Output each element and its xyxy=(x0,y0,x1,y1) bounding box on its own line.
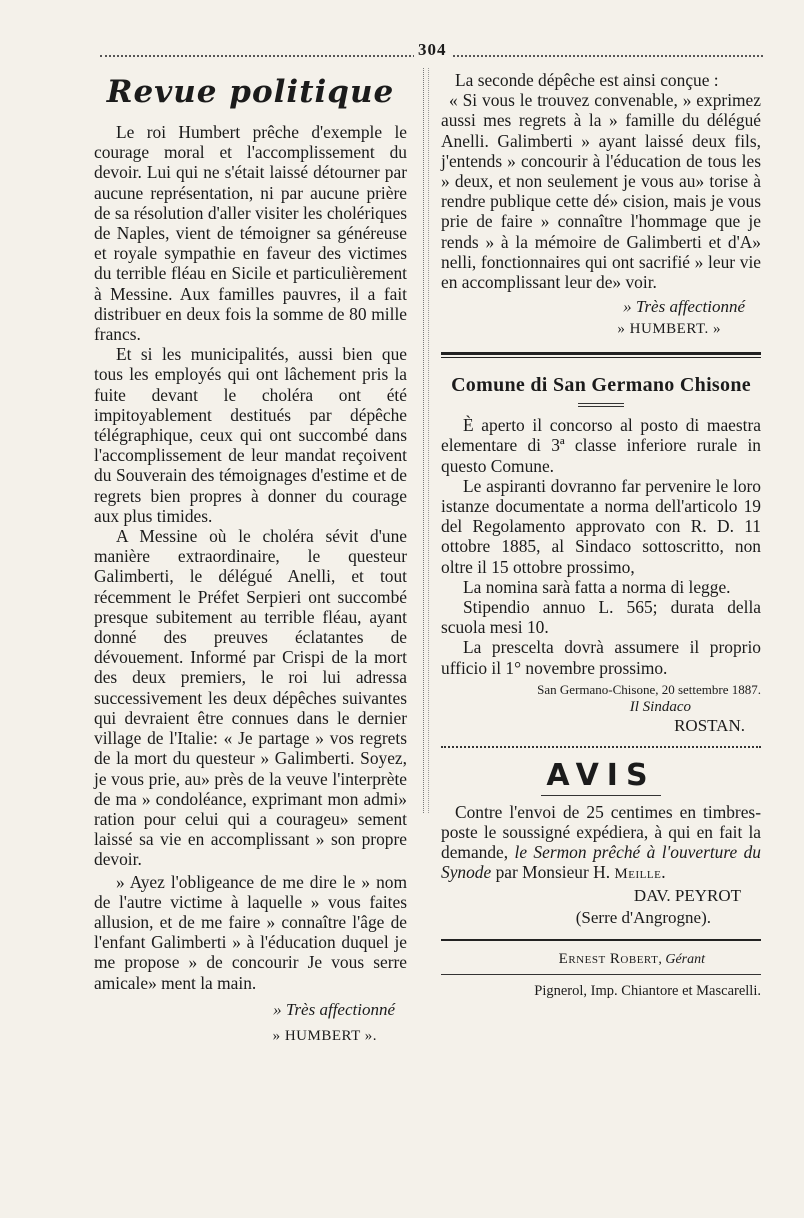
sindaco-name: ROSTAN. xyxy=(674,715,745,735)
avis-signer: DAV. PEYROT xyxy=(633,885,741,905)
avis-title: AVIS xyxy=(546,757,656,793)
printer-line: Pignerol, Imp. Chiantore et Mascarelli. xyxy=(534,982,761,999)
avis-paragraph xyxy=(441,802,761,885)
signature-text: » HUMBERT ». xyxy=(272,1027,377,1044)
paragraph: Et si les municipalités, aussi bien que tous les employés qui ont lâchement pris la fuite devant le choléra ont été impitoyablement destitués par dépêche télégraphique, ceux qui ont succombé dans l'accomplissement de leur mandat reçoivent du Souverain des témoignages d'estime et de regrets bien propres à donner du courage aux plus timides. xyxy=(94,344,407,526)
section-divider xyxy=(441,746,761,748)
avis-place: (Serre d'Angrogne). xyxy=(575,907,711,927)
paragraph: La prescelta dovrà assumere il proprio ufficio il 1° novembre prossimo. xyxy=(441,637,761,678)
section-title: Revue politique xyxy=(106,74,395,110)
signature xyxy=(94,1025,407,1048)
signature xyxy=(441,318,761,340)
left-column xyxy=(94,70,407,1048)
closing-text: » Très affectionné xyxy=(273,999,395,1019)
short-divider xyxy=(578,403,624,407)
sermon-title: le Sermon prêché à l'ouverture du Synode xyxy=(441,842,761,883)
paragraph: La seconde dépêche est ainsi conçue : xyxy=(455,70,719,90)
avis-text: . xyxy=(661,862,666,883)
signature-text: » HUMBERT. » xyxy=(617,321,721,338)
column-divider xyxy=(423,68,424,813)
avis-text: Contre l'envoi de 25 centimes en timbres-poste le soussigné expédiera, à qui en fait la demande, xyxy=(441,801,761,863)
gerant-name: Ernest Robert xyxy=(558,950,659,967)
section-divider xyxy=(441,352,761,358)
short-divider xyxy=(541,795,661,796)
footer-divider xyxy=(441,939,761,941)
closing-text: » Très affectionné xyxy=(623,297,745,317)
paragraph: A Messine où le choléra sévit d'une manière extraordinaire, le questeur Galimberti, le délégué Anelli, et tout récemment le Préfet Serpieri ont succombé presque subitement au terrible fléau, ayant donné des preuves éclatantes de dévouement. Informé par Crispi de la mort des deux premiers, le roi lui adressa successivement les deux dépêches suivantes qui devraient être connues dans le dernier village de l'Italie: « Je partage » vos regrets de la mort du questeur » Galimberti. Soyez, je vous prie, au» près de la veuve l'interprète de ma » condoléance, exprimant mon admi» ration pour celui qui a courageu» sement laissé sa vie en accomplissant » son propre devoir. xyxy=(94,526,407,870)
paragraph: La nomina sarà fatta a norma di legge. xyxy=(463,576,731,597)
author-name: Meille xyxy=(614,866,662,883)
page-number: 304 xyxy=(414,40,451,60)
avis-text: par Monsieur H. xyxy=(491,862,615,883)
column-divider xyxy=(428,68,429,813)
notice-date: San Germano-Chisone, 20 settembre 1887. xyxy=(537,681,761,697)
notice-title: Comune di San Germano Chisone xyxy=(451,374,751,397)
paragraph: Le roi Humbert prêche d'exemple le courage moral et l'accomplissement du devoir. Lui qui ne s'était laissé détourner par aucune représentation, ni par aucune prière de sa résolution d'aller visiter les cholériques de Naples, vient de témoigner sa généreuse et royale sympathie en faveur des victimes du terrible fléau en Sicile et particulièrement à Messine. Aux familles pauvres, il a fait distribuer en deux fois la somme de 80 mille francs. xyxy=(94,122,407,345)
gerant-title: Gérant xyxy=(665,951,705,967)
gerant-line xyxy=(441,951,761,968)
paragraph: Le aspiranti dovranno far pervenire le loro istanze documentate a norma dell'articolo 19 del Regolamento approvato con R. D. 11 ottobre 1885, al Sindaco sottoscritto, non oltre il 15 ottobre prossimo, xyxy=(441,475,761,577)
paragraph: Stipendio annuo L. 565; durata della scuola mesi 10. xyxy=(441,597,761,638)
paragraph: » Ayez l'obligeance de me dire le » nom de l'autre victime à laquelle » vous faites allusion, et de me faire » connaître l'âge de l'enfant Galimberti » à l'éducation duquel je me propose » de concourir Je vous serre amicale» ment la main. xyxy=(94,871,407,993)
footer-divider xyxy=(441,974,761,975)
sindaco-title: Il Sindaco xyxy=(629,698,691,715)
gerant-separator: , xyxy=(658,951,666,967)
dispatch-text: « Si vous le trouvez convenable, » exprimez aussi mes regrets à la » famille du délégué Anelli. Galimberti » ayant laissé deux fils, j'entends » concourir à l'éducation de tous les » deux, et non seulement je vous au» torise à rendre publique cette dé» cision, mais je vous prie de faire » connaître l'hommage que je rends » à la mémoire de Galimberti et d'A» nelli, fonctionnaires qui ont sacrifié » leur vie en accomplissant leur de» voir. xyxy=(441,90,761,293)
paragraph: È aperto il concorso al posto di maestra elementare di 3ª classe inferiore rurale in questo Comune. xyxy=(441,415,761,476)
right-column xyxy=(441,70,761,1000)
